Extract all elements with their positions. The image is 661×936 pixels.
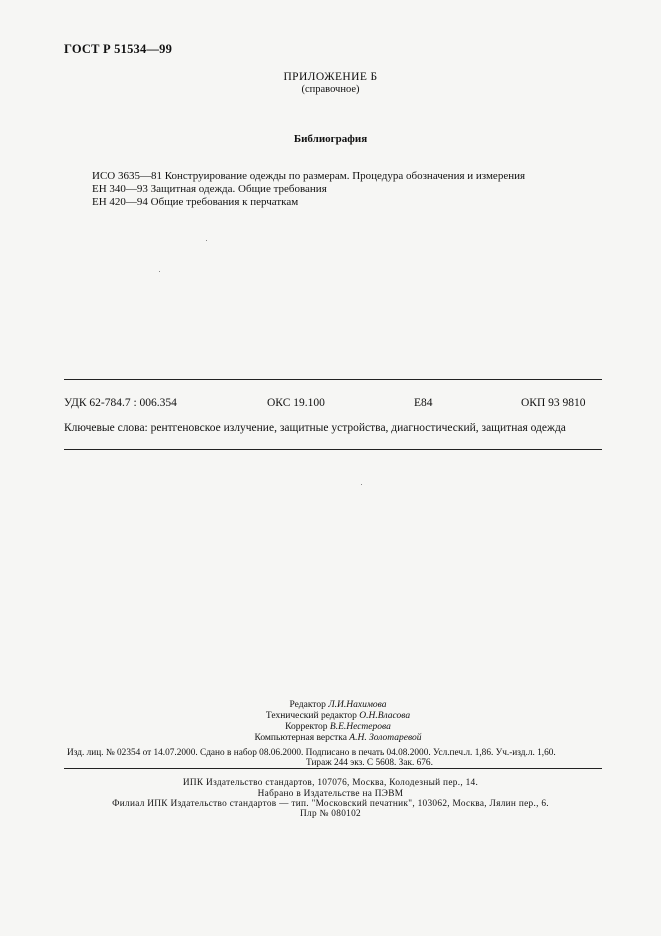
scan-speck — [206, 240, 207, 241]
imprint-line: Филиал ИПК Издательство стандартов — тип. "Московский печатник", 103062, Москва, Лялин пер., 6. — [112, 799, 549, 809]
scan-speck — [361, 484, 362, 485]
appendix-title: ПРИЛОЖЕНИЕ Б — [283, 71, 378, 83]
okp-code: ОКП 93 9810 — [521, 397, 586, 409]
scan-speck — [159, 271, 160, 272]
imprint-line: Набрано в Издательстве на ПЭВМ — [257, 789, 404, 799]
divider-bottom — [64, 449, 602, 450]
credit-name: В.Е.Нестерова — [329, 722, 391, 732]
credit-name: А.Н. Золотаревой — [349, 733, 422, 743]
credit-role: Корректор — [285, 722, 328, 732]
credit-tech-editor — [228, 711, 448, 721]
credit-proofreader — [228, 722, 448, 732]
document-code: ГОСТ Р 51534—99 — [64, 42, 173, 56]
e-code: Е84 — [414, 397, 433, 409]
bibliography-title: Библиография — [293, 133, 368, 145]
imprint-line: Плр № 080102 — [299, 809, 361, 819]
bibliography-ref: ИСО 3635—81 Конструирование одежды по размерам. Процедура обозначения и измерения — [92, 170, 526, 182]
bibliography-list — [92, 170, 525, 209]
credit-name: Л.И.Нахимова — [328, 700, 387, 710]
oks-code: ОКС 19.100 — [267, 397, 325, 409]
print-run-line: Тираж 244 экз. С 5608. Зак. 676. — [306, 758, 433, 768]
credit-editor — [228, 700, 448, 710]
divider-imprint — [64, 768, 602, 769]
udk-code: УДК 62-784.7 : 006.354 — [64, 397, 177, 409]
credit-role: Технический редактор — [265, 711, 357, 721]
credit-role: Компьютерная верстка — [254, 733, 347, 743]
credit-layout — [228, 733, 448, 743]
bibliography-ref: ЕН 340—93 Защитная одежда. Общие требования — [92, 183, 327, 195]
bibliography-ref: ЕН 420—94 Общие требования к перчаткам — [92, 196, 299, 208]
appendix-subtitle: (справочное) — [301, 84, 360, 95]
keywords: Ключевые слова: рентгеновское излучение, защитные устройства, диагностический, защитная одежда — [64, 422, 566, 434]
credit-name: О.Н.Власова — [359, 711, 411, 721]
print-info — [67, 748, 556, 768]
print-info-line: Изд. лиц. № 02354 от 14.07.2000. Сдано в набор 08.06.2000. Подписано в печать 04.08.2000. Усл.печ.л. 1,86. Уч.-изд.л. 1,60. — [67, 748, 556, 758]
imprint-line: ИПК Издательство стандартов, 107076, Москва, Колодезный пер., 14. — [182, 778, 479, 788]
divider-top — [64, 379, 602, 380]
credit-role: Редактор — [289, 700, 326, 710]
